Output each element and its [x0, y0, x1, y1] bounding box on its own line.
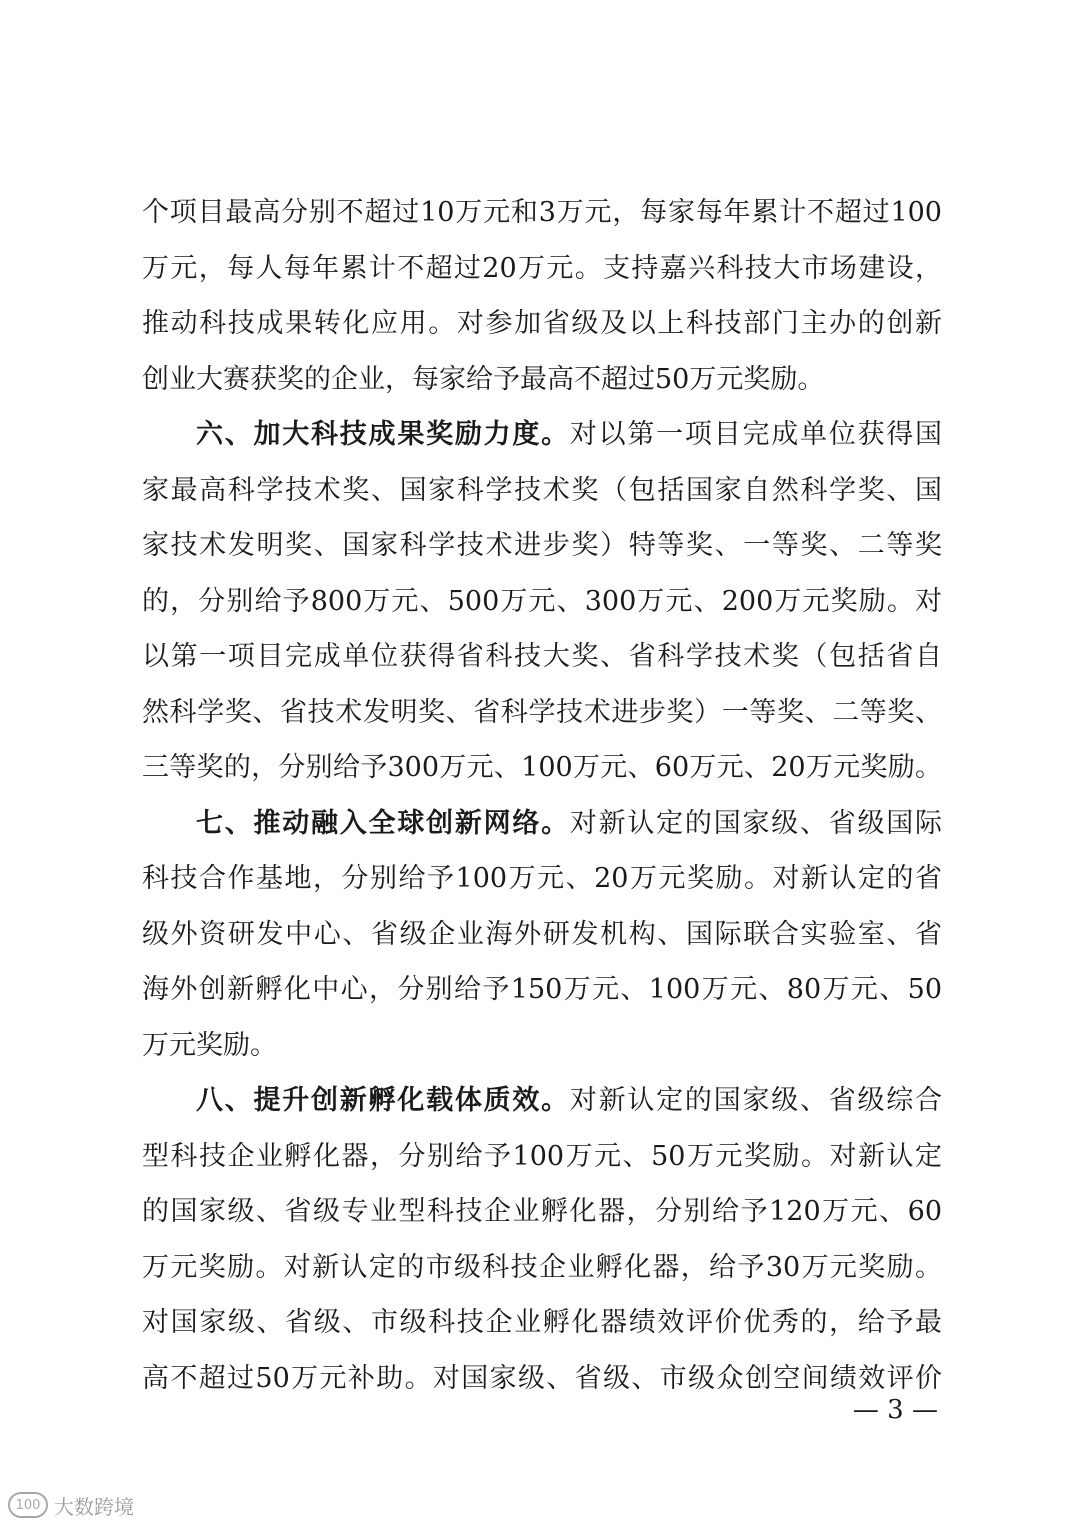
section-text: 对新认定的国家级、省级综合 — [569, 1085, 942, 1116]
text-line: 万元奖励。 — [142, 1029, 277, 1061]
watermark-logo-icon: 100 — [8, 1492, 48, 1518]
text-line: 个项目最高分别不超过10万元和3万元，每家每年累计不超过100 — [142, 197, 942, 228]
section-text: 对以第一项目完成单位获得国 — [569, 419, 942, 450]
page-number: — 3 — — [852, 1395, 938, 1425]
watermark-label: 大数跨境 — [54, 1494, 134, 1519]
section-heading-line — [142, 407, 942, 463]
text-line: 海外创新孵化中心，分别给予150万元、100万元、80万元、50 — [142, 974, 942, 1005]
text-line: 三等奖的，分别给予300万元、100万元、60万元、20万元奖励。 — [142, 752, 942, 783]
section-heading-seven: 七、推动融入全球创新网络。 — [196, 807, 570, 839]
text-line: 对国家级、省级、市级科技企业孵化器绩效评价优秀的，给予最 — [142, 1307, 942, 1338]
section-heading-line — [142, 796, 942, 852]
text-line: 万元，每人每年累计不超过20万元。支持嘉兴科技大市场建设， — [142, 252, 942, 284]
watermark — [8, 1488, 134, 1522]
section-heading-eight: 八、提升创新孵化载体质效。 — [196, 1085, 570, 1116]
section-heading-line — [142, 1073, 942, 1129]
text-line: 推动科技成果转化应用。对参加省级及以上科技部门主办的创新 — [142, 308, 942, 339]
text-line: 型科技企业孵化器，分别给予100万元、50万元奖励。对新认定 — [142, 1140, 942, 1172]
document-body — [142, 185, 942, 1406]
section-text: 对新认定的国家级、省级国际 — [569, 807, 942, 839]
text-line: 家技术发明奖、国家科学技术进步奖）特等奖、一等奖、二等奖 — [142, 530, 942, 561]
text-line: 万元奖励。对新认定的市级科技企业孵化器，给予30万元奖励。 — [142, 1251, 942, 1283]
text-line: 高不超过50万元补助。对国家级、省级、市级众创空间绩效评价 — [142, 1362, 942, 1394]
text-line: 创业大赛获奖的企业，每家给予最高不超过50万元奖励。 — [142, 363, 825, 395]
text-line: 的，分别给予800万元、500万元、300万元、200万元奖励。对 — [142, 585, 942, 617]
text-line: 的国家级、省级专业型科技企业孵化器，分别给予120万元、60 — [142, 1196, 942, 1227]
text-line: 级外资研发中心、省级企业海外研发机构、国际联合实验室、省 — [142, 918, 942, 950]
text-line: 以第一项目完成单位获得省科技大奖、省科学技术奖（包括省自 — [142, 641, 942, 672]
section-heading-six: 六、加大科技成果奖励力度。 — [196, 419, 570, 450]
text-line: 科技合作基地，分别给予100万元、20万元奖励。对新认定的省 — [142, 863, 942, 894]
text-line: 家最高科学技术奖、国家科学技术奖（包括国家自然科学奖、国 — [142, 474, 942, 506]
text-line: 然科学奖、省技术发明奖、省科学技术进步奖）一等奖、二等奖、 — [142, 696, 942, 728]
